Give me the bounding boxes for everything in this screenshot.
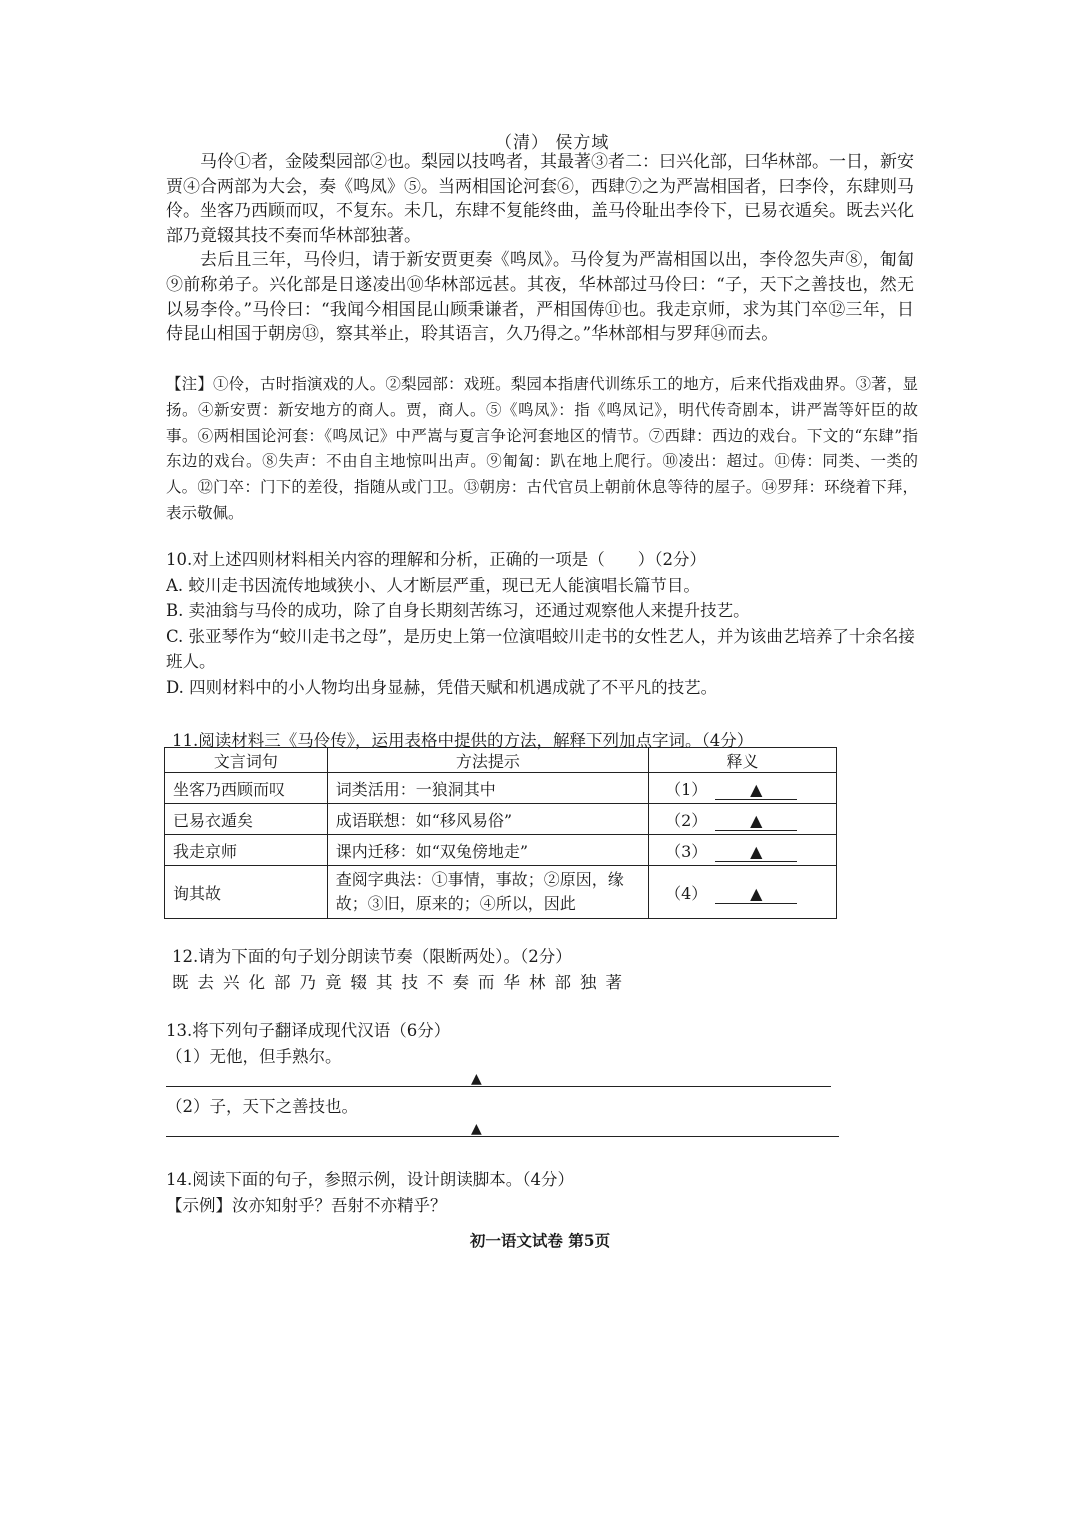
table-row <box>165 866 837 919</box>
question-10-stem: 10.对上述四则材料相关内容的理解和分析，正确的一项是（ ）（2分） <box>166 550 706 569</box>
question-13 <box>166 1018 866 1070</box>
answer-mark-1: ▲ <box>471 1071 482 1087</box>
table-header: 释义 <box>649 748 837 773</box>
answer-mark: ▲ <box>715 885 797 904</box>
question-10 <box>166 547 918 700</box>
table-header: 文言词句 <box>165 748 328 773</box>
example-line: 【示例】汝亦知射乎？吾射不亦精乎？ <box>166 1196 447 1215</box>
passage-paragraph-2: 去后且三年，马伶归，请于新安贾更奏《鸣凤》。马伶复为严嵩相国以出，李伶忽失声⑧，匍匐⑨前称弟子。兴化部是日遂凌出⑩华林部远甚。其夜，华林部过马伶曰：“子，天下之善技也，然无以易李伶。”马伶曰：“我闻今相国昆山顾秉谦者，严相国俦⑪也。我走京师，求为其门卒⑫三年，日侍昆山相国于朝房⑬，察其举止，聆其语言，久乃得之。”华林部相与罗拜⑭而去。 <box>166 250 914 345</box>
answer-mark: ▲ <box>715 843 797 862</box>
phrase-cell: 询其故 <box>165 866 328 919</box>
annotation-notes: 【注】①伶，古时指演戏的人。②梨园部：戏班。梨园本指唐代训练乐工的地方，后来代指戏曲界。③著，显扬。④新安贾：新安地方的商人。贾，商人。⑤《鸣凤》：指《鸣凤记》，明代传奇剧本，讲严嵩等奸臣的故事。⑥两相国论河套：《鸣凤记》中严嵩与夏言争论河套地区的情节。⑦西肆：西边的戏台。下文的“东肆”指东边的戏台。⑧失声：不由自主地惊叫出声。⑨匍匐：趴在地上爬行。⑩凌出：超过。⑪俦：同类、一类的人。⑫门卒：门下的差役，指随从或门卫。⑬朝房：古代官员上朝前休息等待的屋子。⑭罗拜：环绕着下拜，表示敬佩。 <box>166 375 918 522</box>
answer-mark-2: ▲ <box>471 1121 482 1137</box>
answer-cell[interactable] <box>649 866 837 919</box>
hint-cell: 课内迁移：如“双兔傍地走” <box>327 835 648 866</box>
answer-line-2[interactable] <box>166 1136 839 1137</box>
table-row <box>165 773 837 804</box>
question-11-stem: 11.阅读材料三《马伶传》，运用表格中提供的方法，解释下列加点字词。（4分） <box>172 731 754 750</box>
passage-paragraph-1: 马伶①者，金陵梨园部②也。梨园以技鸣者，其最著③者二：曰兴化部，曰华林部。一日，新安贾④合两部为大会，奏《鸣凤》⑤。当两相国论河套⑥，西肆⑦之为严嵩相国者，曰李伶，东肆则马伶。坐客乃西顾而叹，不复东。未几，东肆不复能终曲，盖马伶耻出李伶下，已易衣遁矣。既去兴化部乃竟辍其技不奏而华林部独著。 <box>166 152 914 246</box>
classical-passage <box>166 150 914 347</box>
question-12 <box>172 944 631 996</box>
question-12-stem: 12.请为下面的句子划分朗读节奏（限断两处）。（2分） <box>172 947 572 966</box>
translate-sentence-2: （2）子，天下之善技也。 <box>166 1097 358 1116</box>
phrase-cell: 坐客乃西顾而叹 <box>165 773 328 804</box>
answer-cell[interactable] <box>649 804 837 835</box>
option-d: D. 四则材料中的小人物均出身显赫，凭借天赋和机遇成就了不平凡的技艺。 <box>166 677 718 697</box>
blank-number: （1） <box>665 779 708 799</box>
table-row <box>165 835 837 866</box>
question-14-stem: 14.阅读下面的句子，参照示例，设计朗读脚本。（4分） <box>166 1170 574 1189</box>
hint-cell: 词类活用：一狼洞其中 <box>327 773 648 804</box>
answer-mark: ▲ <box>715 781 797 800</box>
passage-author: （清） 侯方域 <box>495 133 610 153</box>
table-header-row <box>165 748 837 773</box>
word-explanation-table <box>164 747 837 919</box>
hint-cell: 成语联想：如“移风易俗” <box>327 804 648 835</box>
table-row <box>165 804 837 835</box>
blank-number: （3） <box>665 841 708 861</box>
answer-cell[interactable] <box>649 835 837 866</box>
option-a: A. 蛟川走书因流传地域狭小、人才断层严重，现已无人能演唱长篇节目。 <box>166 575 700 595</box>
answer-line-1[interactable] <box>166 1086 831 1087</box>
blank-number: （2） <box>665 810 708 830</box>
page-footer: 初一语文试卷 第5页 <box>469 1231 611 1250</box>
phrase-cell: 我走京师 <box>165 835 328 866</box>
rhythm-sentence[interactable]: 既去兴化部乃竟辍其技不奏而华林部独著 <box>172 973 631 992</box>
blank-number: （4） <box>665 883 708 903</box>
table-header: 方法提示 <box>327 748 648 773</box>
option-b: B. 卖油翁与马伶的成功，除了自身长期刻苦练习，还通过观察他人来提升技艺。 <box>166 601 750 620</box>
option-c: C. 张亚琴作为“蛟川走书之母”，是历史上第一位演唱蛟川走书的女性艺人，并为该曲艺培养了十余名接班人。 <box>166 626 915 671</box>
translate-sentence-1: （1）无他，但手熟尔。 <box>166 1047 342 1066</box>
answer-cell[interactable] <box>649 773 837 804</box>
phrase-cell: 已易衣遁矣 <box>165 804 328 835</box>
question-13-stem: 13.将下列句子翻译成现代汉语（6分） <box>166 1021 451 1040</box>
hint-cell: 查阅字典法：①事情，事故；②原因，缘故；③旧，原来的；④所以，因此 <box>327 866 648 919</box>
question-14 <box>166 1167 574 1219</box>
answer-mark: ▲ <box>715 812 797 831</box>
